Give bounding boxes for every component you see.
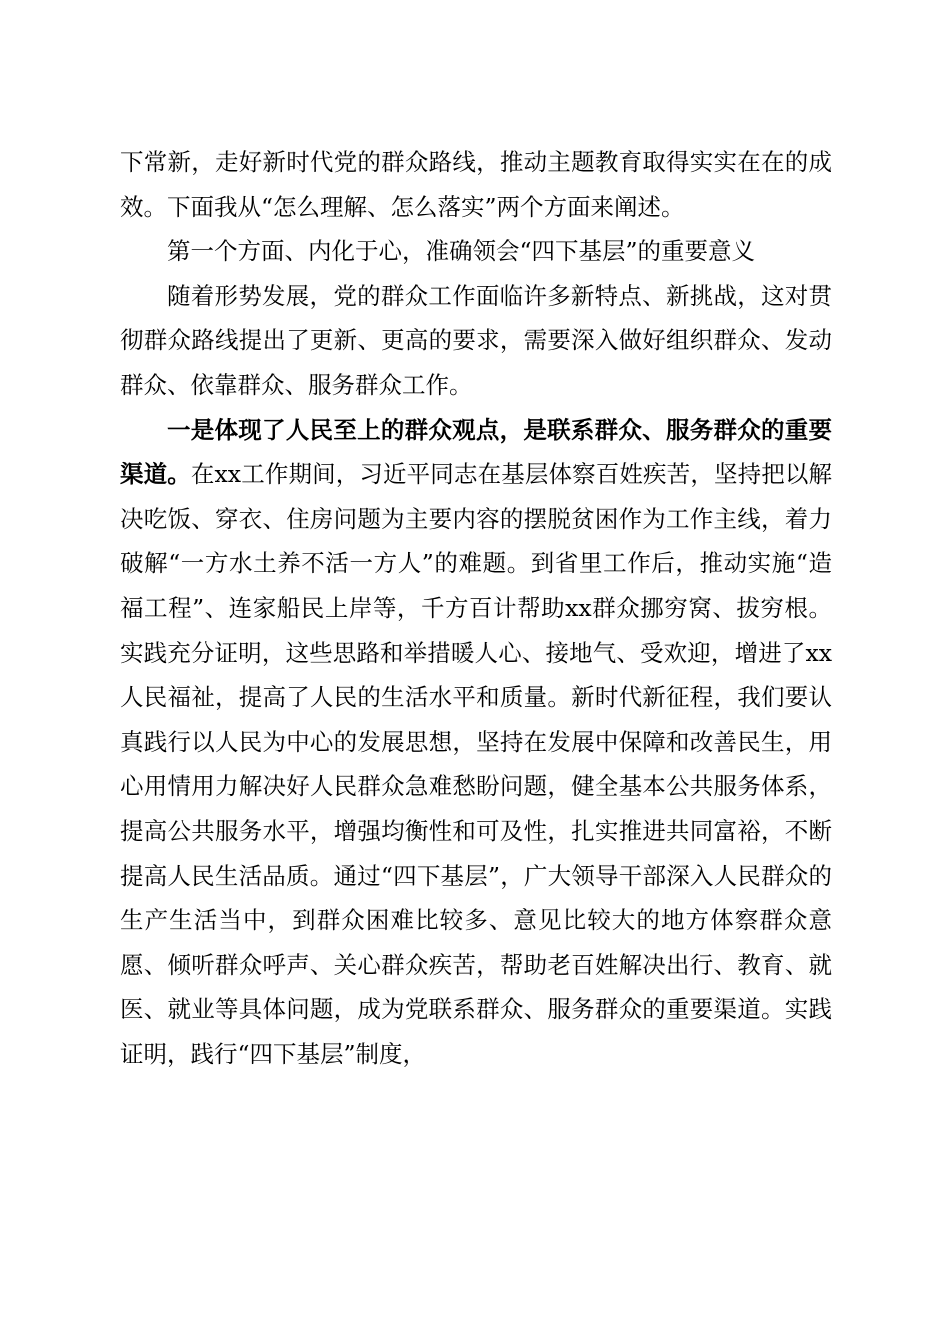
paragraph-point-one bbox=[120, 408, 832, 1077]
point-one-body: 在xx工作期间，习近平同志在基层体察百姓疾苦，坚持把以解决吃饭、穿衣、住房问题为主要内容的摆脱贫困作为工作主线，着力破解“一方水土养不活一方人”的难题。到省里工作后，推动实施“造福工程”、连家船民上岸等，千方百计帮助xx群众挪穷窝、拔穷根。实践充分证明，这些思路和举措暖人心、接地气、受欢迎，增进了xx人民福祉，提高了人民的生活水平和质量。新时代新征程，我们要认真践行以人民为中心的发展思想，坚持在发展中保障和改善民生，用心用情用力解决好人民群众急难愁盼问题，健全基本公共服务体系，提高公共服务水平，增强均衡性和可及性，扎实推进共同富裕，不断提高人民生活品质。通过“四下基层”，广大领导干部深入人民群众的生产生活当中，到群众困难比较多、意见比较大的地方体察群众意愿、倾听群众呼声、关心群众疾苦，帮助老百姓解决出行、教育、就医、就业等具体问题，成为党联系群众、服务群众的重要渠道。实践证明，践行“四下基层”制度， bbox=[120, 460, 832, 1068]
paragraph-intro: 随着形势发展，党的群众工作面临许多新特点、新挑战，这对贯彻群众路线提出了更新、更高的要求，需要深入做好组织群众、发动群众、依靠群众、服务群众工作。 bbox=[120, 281, 832, 399]
point-one-lead: 一是体现了人民至上的群众观点，是联系群众、服务群众的重要渠道。 bbox=[120, 415, 832, 489]
section-heading: 第一个方面、内化于心，准确领会“四下基层”的重要意义 bbox=[167, 237, 756, 266]
paragraph-continuation: 下常新，走好新时代党的群众路线，推动主题教育取得实实在在的成效。下面我从“怎么理解、怎么落实”两个方面来阐述。 bbox=[120, 148, 832, 221]
document-body bbox=[120, 140, 832, 1076]
